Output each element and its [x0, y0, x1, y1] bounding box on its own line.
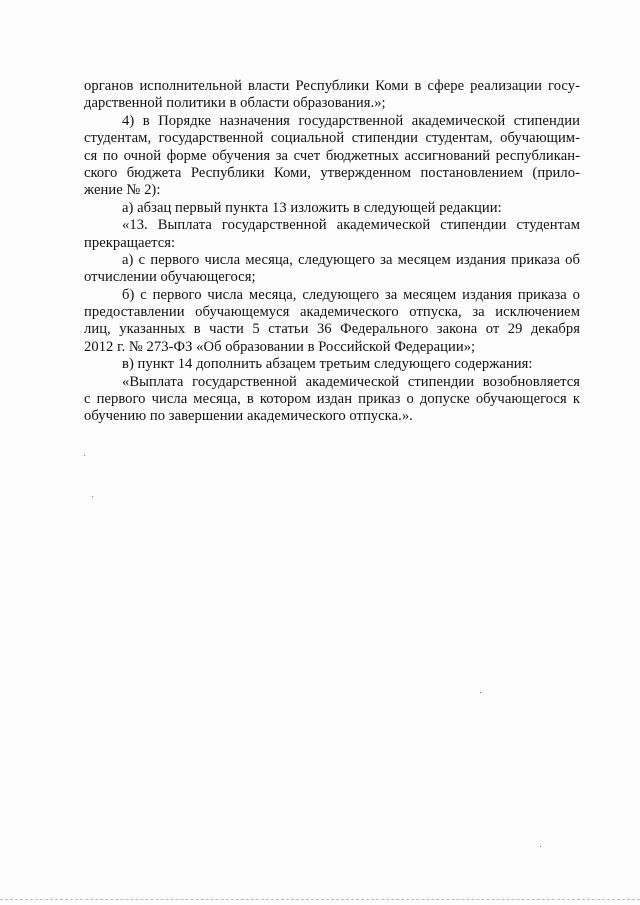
quoted-paragraph: «Выплата государственной академической стипендии возобновляется [122, 373, 580, 390]
text-line: лиц, указанных в части 5 статьи 36 Федерального закона от 29 декабря [84, 321, 580, 338]
quoted-paragraph-13: «13. Выплата государственной академической стипендии студентам [122, 217, 580, 234]
text-line: студентам, государственной социальной стипендии студентам, обучающим- [84, 130, 580, 147]
text-line: 2012 г. № 273-ФЗ «Об образовании в Российской Федерации»; [84, 338, 476, 355]
text-line: жение № 2): [84, 182, 161, 199]
text-line: ся по очной форме обучения за счет бюджетных ассигнований республикан- [84, 147, 580, 164]
text-line: обучению по завершении академического отпуска.». [84, 408, 413, 425]
item-a: а) с первого числа месяца, следующего за месяцем издания приказа об [122, 251, 580, 268]
paragraph-item-4: 4) в Порядке назначения государственной академической стипендии [122, 112, 580, 129]
text-line: органов исполнительной власти Республики Коми в сфере реализации госу- [84, 78, 580, 94]
text-line: с первого числа месяца, в котором издан приказ о допуске обучающегося к [84, 391, 580, 408]
text-line: прекращается: [84, 234, 176, 251]
document-body [84, 78, 580, 426]
scan-speck [540, 846, 541, 847]
subparagraph-v: в) пункт 14 дополнить абзацем третьим следующего содержания: [122, 356, 533, 373]
scan-speck [92, 496, 93, 497]
text-line: дарственной политики в области образования.»; [84, 95, 386, 112]
subparagraph-a: а) абзац первый пункта 13 изложить в следующей редакции: [122, 199, 502, 216]
scan-bottom-edge [0, 899, 640, 901]
item-b: б) с первого числа месяца, следующего за месяцем издания приказа о [122, 286, 580, 303]
text-line: предоставлении обучающемуся академического отпуска, за исключением [84, 304, 580, 321]
text-line: отчислении обучающегося; [84, 269, 256, 286]
scan-speck [480, 692, 481, 693]
scan-speck [84, 455, 85, 456]
text-line: ского бюджета Республики Коми, утвержденном постановлением (прило- [84, 164, 580, 181]
